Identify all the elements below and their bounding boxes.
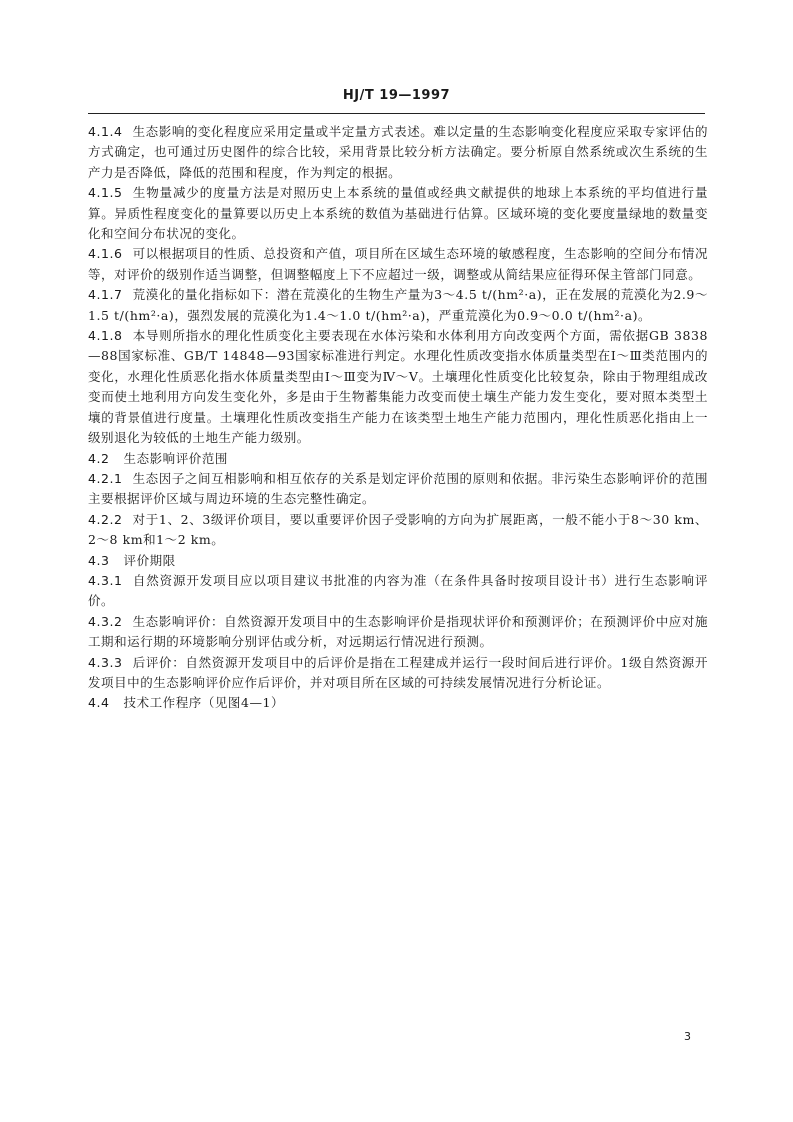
section-heading-4-2 — [88, 449, 708, 469]
clause-4-3-3 — [88, 653, 708, 694]
clause-number: 4.2.2 — [88, 511, 123, 527]
section-title: 技术工作程序（见图4—1） — [123, 695, 285, 711]
clause-text: 荒漠化的量化指标如下：潜在荒漠化的生物生产量为3～4.5 t/(hm²·a)，正在发展的荒漠化为2.9～1.5 t/(hm²·a)，强烈发展的荒漠化为1.4～1.0 t/(hm²·a)，严重荒漠化为0.9～0.0 t/(hm²·a)。 — [88, 287, 708, 323]
section-title: 生态影响评价范围 — [123, 450, 228, 466]
clause-number: 4.1.7 — [88, 287, 123, 303]
clause-number: 4.1.4 — [88, 124, 123, 139]
clause-4-1-6 — [88, 244, 708, 285]
clause-number: 4.3.3 — [88, 654, 123, 670]
clause-number: 4.3.1 — [88, 572, 123, 588]
clause-4-1-4 — [88, 122, 708, 183]
clause-4-2-2 — [88, 510, 708, 551]
section-heading-4-3 — [88, 551, 708, 571]
section-title: 评价期限 — [123, 552, 176, 568]
clause-text: 后评价：自然资源开发项目中的后评价是指在工程建成并运行一段时间后进行评价。1级自然资源开发项目中的生态影响评价应作后评价，并对项目所在区域的可持续发展情况进行分析论证。 — [88, 654, 708, 690]
clause-text: 生态影响评价：自然资源开发项目中的生态影响评价是指现状评价和预测评价；在预测评价中应对施工期和运行期的环境影响分别评估或分析，对远期运行情况进行预测。 — [88, 613, 708, 650]
clause-text: 生态影响的变化程度应采用定量或半定量方式表述。难以定量的生态影响变化程度应采取专家评估的方式确定，也可通过历史图件的综合比较，采用背景比较分析方法确定。要分析原自然系统或次生系统的生产力是否降低，降低的范围和程度，作为判定的根据。 — [88, 124, 708, 180]
clause-text: 生物量减少的度量方法是对照历史上本系统的量值或经典文献提供的地球上本系统的平均值进行量算。异质性程度变化的量算要以历史上本系统的数值为基础进行估算。区域环境的变化要度量绿地的数量变化和空间分布状况的变化。 — [88, 185, 708, 242]
section-heading-4-4 — [88, 693, 708, 713]
page-header-title: HJ/T 19—1997 — [342, 88, 451, 103]
page-number: 3 — [684, 1030, 691, 1043]
section-number: 4.4 — [88, 695, 110, 711]
clause-text: 生态因子之间互相影响和相互依存的关系是划定评价范围的原则和依据。非污染生态影响评价的范围主要根据评价区域与周边环境的生态完整性确定。 — [88, 470, 708, 507]
clause-4-1-5 — [88, 183, 708, 244]
clause-4-1-8 — [88, 326, 708, 448]
clause-number: 4.3.2 — [88, 613, 123, 629]
clause-text: 本导则所指水的理化性质变化主要表现在水体污染和水体利用方向改变两个方面，需依据GB 3838—88国家标准、GB/T 14848—93国家标准进行判定。水理化性质改变指水体质量类型在Ⅰ～Ⅲ类范围内的变化，水理化性质恶化指水体质量类型由Ⅰ～Ⅲ变为Ⅳ～Ⅴ。土壤理化性质变化比较复杂，除由于物理组成改变而使土地利用方向发生变化外，多是由于生物蓄集能力改变而使土壤生产能力发生变化，要对照本类型土壤的背景值进行度量。土壤理化性质改变指生产能力在该类型土地生产能力范围内，理化性质恶化指由上一级别退化为较低的土地生产能力级别。 — [88, 328, 708, 446]
clause-4-3-1 — [88, 571, 708, 612]
clause-number: 4.1.5 — [88, 185, 123, 201]
section-number: 4.2 — [88, 450, 110, 466]
clause-text: 自然资源开发项目应以项目建议书批准的内容为准（在条件具备时按项目设计书）进行生态影响评价。 — [88, 572, 708, 609]
header-divider — [88, 113, 705, 114]
clause-number: 4.1.8 — [88, 328, 123, 344]
clause-text: 对于1、2、3级评价项目，要以重要评价因子受影响的方向为扩展距离，一般不能小于8～30 km、2～8 km和1～2 km。 — [88, 511, 708, 548]
clause-text: 可以根据项目的性质、总投资和产值，项目所在区域生态环境的敏感程度，生态影响的空间分布情况等，对评价的级别作适当调整，但调整幅度上下不应超过一级，调整或从简结果应征得环保主管部门同意。 — [88, 246, 708, 282]
clause-4-2-1 — [88, 469, 708, 510]
clause-4-1-7 — [88, 285, 708, 326]
document-body — [88, 122, 708, 714]
clause-number: 4.2.1 — [88, 470, 123, 486]
clause-number: 4.1.6 — [88, 246, 123, 262]
clause-4-3-2 — [88, 612, 708, 653]
section-number: 4.3 — [88, 552, 110, 568]
